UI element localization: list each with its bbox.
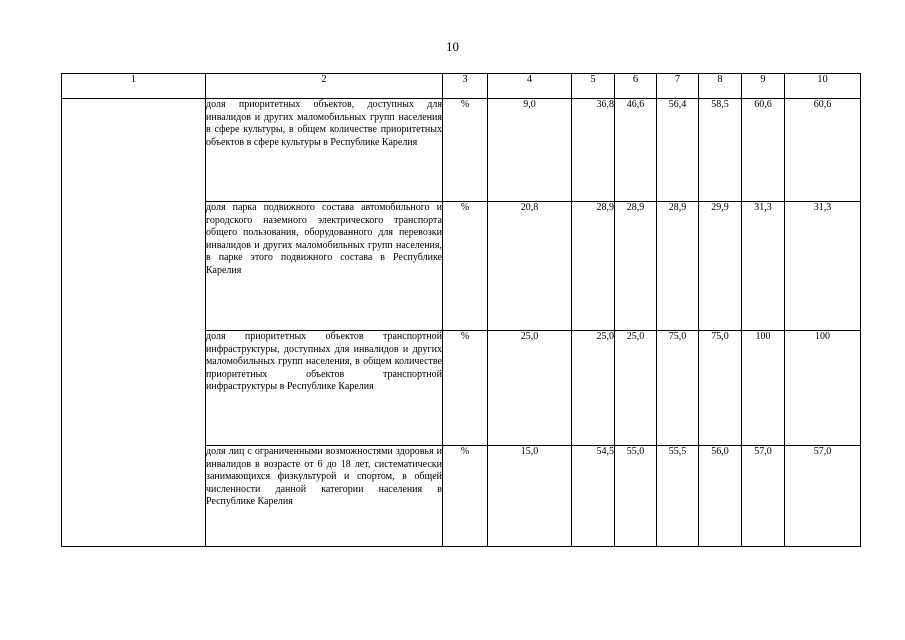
- indicator-description: доля парка подвижного состава автомобильного и городского наземного электрического транспорта общего пользования, оборудованного для перевозки инвалидов и других маломобильных групп населения, в парке этого подвижного состава в Республике Карелия: [206, 202, 443, 331]
- header-cell: 1: [62, 74, 206, 99]
- indicator-description: доля лиц с ограниченными возможностями здоровья и инвалидов в возрасте от 6 до 18 лет, систематически занимающихся физкультурой и спортом, в общей численности данной категории населения в Республике Карелия: [206, 446, 443, 547]
- value-cell: 46,6: [615, 99, 657, 202]
- unit-cell: %: [443, 331, 488, 446]
- value-cell: 100: [742, 331, 785, 446]
- value-cell: 54,5: [572, 446, 615, 547]
- indicator-description: доля приоритетных объектов транспортной инфраструктуры, доступных для инвалидов и других маломобильных групп населения, в общем количестве приоритетных объектов транспортной инфраструктуры в Республике Карелия: [206, 331, 443, 446]
- value-cell: 29,9: [699, 202, 742, 331]
- value-cell: 57,0: [742, 446, 785, 547]
- header-row: [62, 74, 861, 99]
- unit-cell: %: [443, 446, 488, 547]
- header-cell: 8: [699, 74, 742, 99]
- header-cell: 10: [785, 74, 861, 99]
- table-row: [62, 99, 861, 202]
- value-cell: 56,0: [699, 446, 742, 547]
- value-cell: 31,3: [742, 202, 785, 331]
- value-cell: 56,4: [657, 99, 699, 202]
- value-cell: 25,0: [488, 331, 572, 446]
- value-cell: 25,0: [572, 331, 615, 446]
- unit-cell: %: [443, 99, 488, 202]
- header-cell: 6: [615, 74, 657, 99]
- value-cell: 75,0: [657, 331, 699, 446]
- page-number: 10: [446, 39, 459, 54]
- unit-cell: %: [443, 202, 488, 331]
- value-cell: 55,5: [657, 446, 699, 547]
- value-cell: 75,0: [699, 331, 742, 446]
- header-cell: 9: [742, 74, 785, 99]
- value-cell: 57,0: [785, 446, 861, 547]
- header-cell: 4: [488, 74, 572, 99]
- value-cell: 28,9: [572, 202, 615, 331]
- value-cell: 28,9: [657, 202, 699, 331]
- header-cell: 7: [657, 74, 699, 99]
- value-cell: 58,5: [699, 99, 742, 202]
- empty-first-column-cell: [62, 99, 206, 547]
- value-cell: 55,0: [615, 446, 657, 547]
- value-cell: 20,8: [488, 202, 572, 331]
- value-cell: 60,6: [785, 99, 861, 202]
- value-cell: 31,3: [785, 202, 861, 331]
- value-cell: 60,6: [742, 99, 785, 202]
- value-cell: 36,8: [572, 99, 615, 202]
- value-cell: 100: [785, 331, 861, 446]
- value-cell: 9,0: [488, 99, 572, 202]
- header-cell: 5: [572, 74, 615, 99]
- header-cell: 3: [443, 74, 488, 99]
- value-cell: 28,9: [615, 202, 657, 331]
- header-cell: 2: [206, 74, 443, 99]
- data-table: [61, 73, 861, 547]
- value-cell: 25,0: [615, 331, 657, 446]
- value-cell: 15,0: [488, 446, 572, 547]
- indicator-description: доля приоритетных объектов, доступных для инвалидов и других маломобильных групп населения в сфере культуры, в общем количестве приоритетных объектов в сфере культуры в Республике Карелия: [206, 99, 443, 202]
